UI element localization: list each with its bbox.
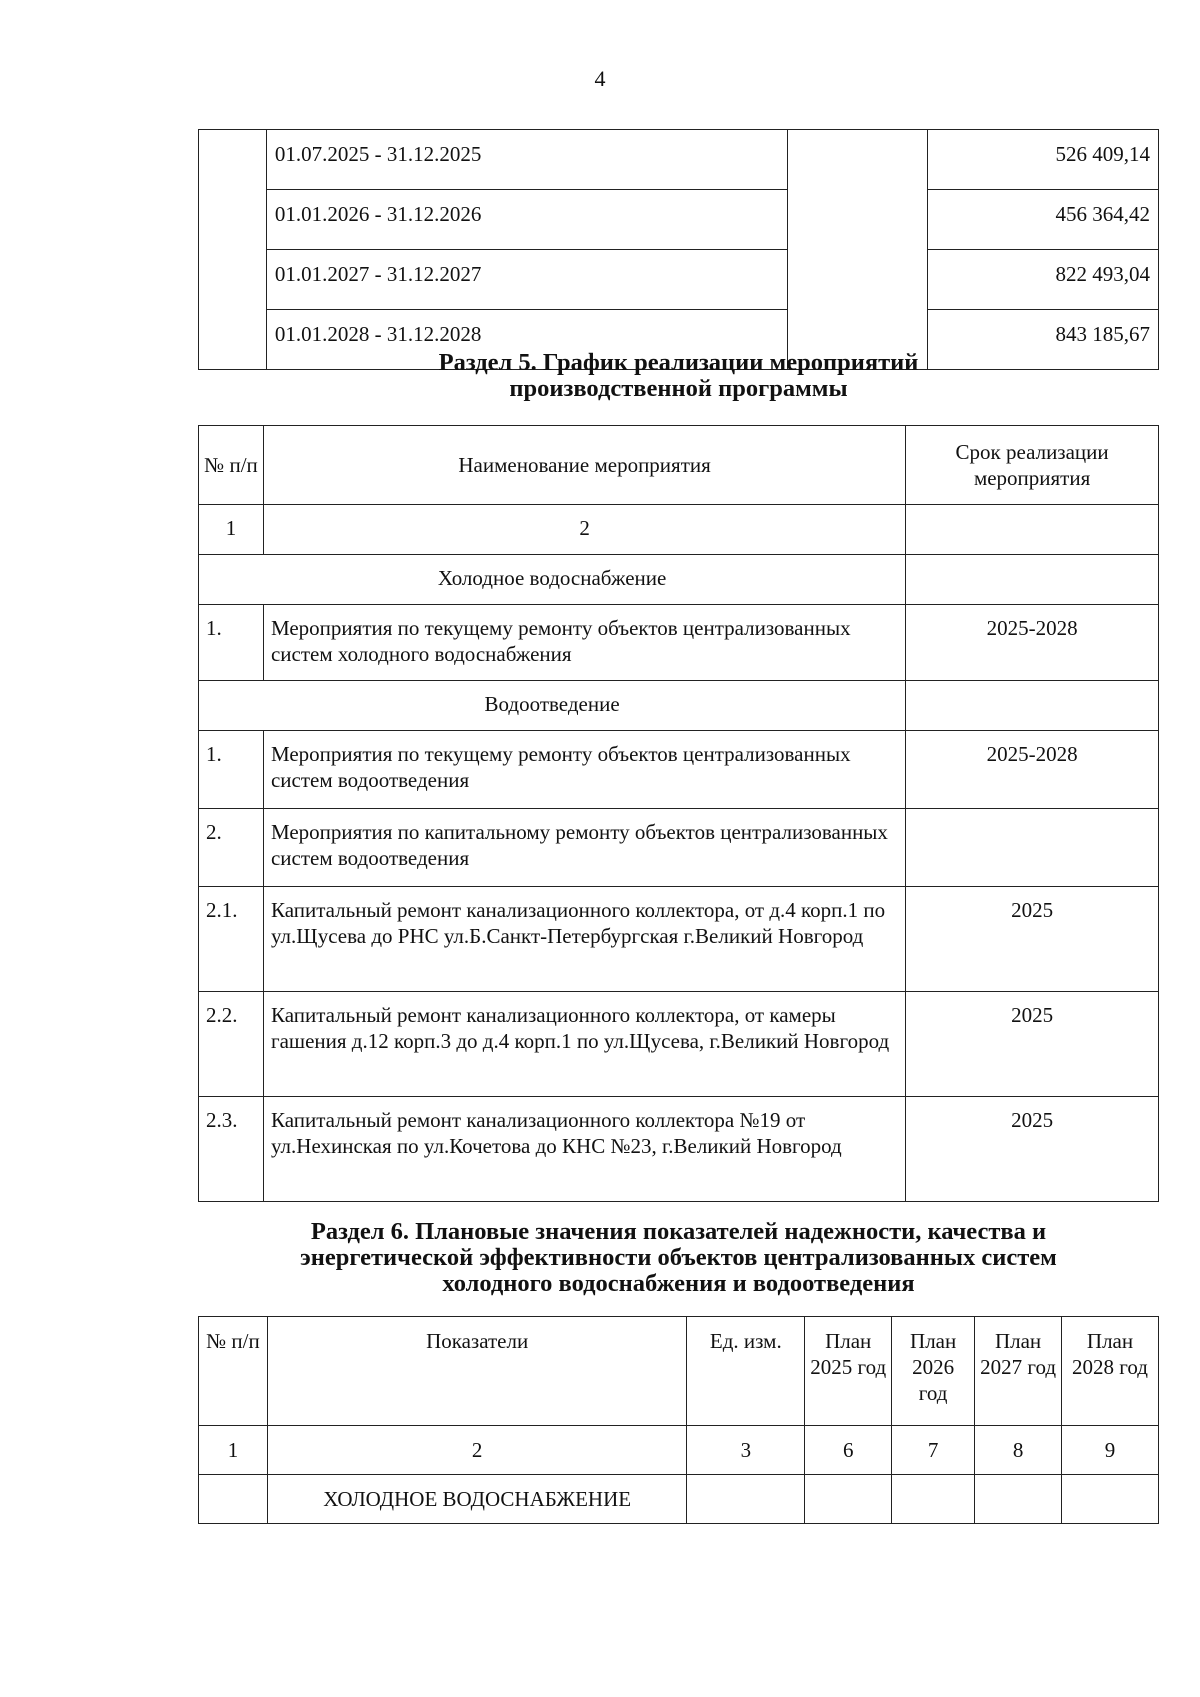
index-cell: 2	[267, 1426, 687, 1475]
empty-cell	[199, 1475, 268, 1524]
index-cell: 8	[975, 1426, 1062, 1475]
page-number: 4	[594, 66, 606, 91]
header-term: Срок реализации мероприятия	[906, 426, 1159, 505]
section6-title	[198, 1219, 1159, 1297]
empty-cell	[906, 681, 1159, 731]
section5-title	[198, 350, 1159, 402]
header-plan-2026: План 2026 год	[892, 1317, 975, 1426]
table-row	[199, 992, 1159, 1097]
index-row	[199, 1426, 1159, 1475]
row-num: 2.	[199, 809, 264, 887]
group-row	[199, 1475, 1159, 1524]
row-name: Капитальный ремонт канализационного коллектора, от камеры гашения д.12 корп.3 до д.4 корп.1 по ул.Щусева, г.Великий Новгород	[263, 992, 905, 1097]
row-term: 2025	[906, 992, 1159, 1097]
table-header-row	[199, 1317, 1159, 1426]
value-cell: 843 185,67	[928, 310, 1159, 370]
row-num: 2.2.	[199, 992, 264, 1097]
header-plan-2027: План 2027 год	[975, 1317, 1062, 1426]
header-plan-2028: План 2028 год	[1062, 1317, 1159, 1426]
group-row	[199, 681, 1159, 731]
indicators-table	[198, 1316, 1159, 1524]
table-row	[199, 731, 1159, 809]
empty-cell	[1062, 1475, 1159, 1524]
empty-cell	[199, 130, 267, 370]
section5-title-line: производственной программы	[509, 375, 848, 402]
index-cell: 1	[199, 505, 264, 555]
index-cell: 1	[199, 1426, 268, 1475]
table-header-row	[199, 426, 1159, 505]
row-name: Капитальный ремонт канализационного коллектора №19 от ул.Нехинская по ул.Кочетова до КНС №23, г.Великий Новгород	[263, 1097, 905, 1202]
row-term: 2025-2028	[906, 605, 1159, 681]
table-row	[199, 605, 1159, 681]
section6-title-line: холодного водоснабжения и водоотведения	[442, 1270, 915, 1297]
row-num: 1.	[199, 731, 264, 809]
period-cell: 01.07.2025 - 31.12.2025	[266, 130, 787, 190]
row-term: 2025	[906, 1097, 1159, 1202]
header-plan-2025: План 2025 год	[805, 1317, 892, 1426]
value-cell: 526 409,14	[928, 130, 1159, 190]
row-term: 2025-2028	[906, 731, 1159, 809]
section6-title-line: Раздел 6. Плановые значения показателей надежности, качества и	[310, 1218, 1047, 1245]
header-num: № п/п	[199, 1317, 268, 1426]
group-label: Водоотведение	[199, 681, 906, 731]
index-row	[199, 505, 1159, 555]
row-num: 2.1.	[199, 887, 264, 992]
schedule-table	[198, 425, 1159, 1202]
empty-cell	[788, 130, 928, 370]
header-num: № п/п	[199, 426, 264, 505]
table-row	[199, 887, 1159, 992]
row-num: 2.3.	[199, 1097, 264, 1202]
section5-title-line: Раздел 5. График реализации мероприятий	[438, 349, 919, 376]
header-name: Наименование мероприятия	[263, 426, 905, 505]
table-row	[199, 130, 1159, 190]
row-term	[906, 809, 1159, 887]
header-unit: Ед. изм.	[687, 1317, 805, 1426]
index-cell: 7	[892, 1426, 975, 1475]
index-cell: 6	[805, 1426, 892, 1475]
group-label: ХОЛОДНОЕ ВОДОСНАБЖЕНИЕ	[267, 1475, 687, 1524]
index-cell: 9	[1062, 1426, 1159, 1475]
group-label: Холодное водоснабжение	[199, 555, 906, 605]
empty-cell	[975, 1475, 1062, 1524]
row-name: Мероприятия по капитальному ремонту объектов централизованных систем водоотведения	[263, 809, 905, 887]
index-cell: 3	[687, 1426, 805, 1475]
period-cell: 01.01.2026 - 31.12.2026	[266, 190, 787, 250]
row-name: Мероприятия по текущему ремонту объектов централизованных систем водоотведения	[263, 731, 905, 809]
period-cell: 01.01.2027 - 31.12.2027	[266, 250, 787, 310]
continuation-table	[198, 129, 1159, 370]
group-row	[199, 555, 1159, 605]
row-name: Мероприятия по текущему ремонту объектов централизованных систем холодного водоснабжения	[263, 605, 905, 681]
row-term: 2025	[906, 887, 1159, 992]
table-row	[199, 1097, 1159, 1202]
row-num: 1.	[199, 605, 264, 681]
empty-cell	[906, 505, 1159, 555]
table-row	[199, 250, 1159, 310]
section6-title-line: энергетической эффективности объектов централизованных систем	[300, 1244, 1057, 1271]
empty-cell	[892, 1475, 975, 1524]
value-cell: 456 364,42	[928, 190, 1159, 250]
row-name: Капитальный ремонт канализационного коллектора, от д.4 корп.1 по ул.Щусева до РНС ул.Б.Санкт-Петербургская г.Великий Новгород	[263, 887, 905, 992]
index-cell: 2	[263, 505, 905, 555]
empty-cell	[805, 1475, 892, 1524]
table-row	[199, 809, 1159, 887]
value-cell: 822 493,04	[928, 250, 1159, 310]
empty-cell	[687, 1475, 805, 1524]
table-row	[199, 190, 1159, 250]
period-cell: 01.01.2028 - 31.12.2028	[266, 310, 787, 370]
header-indicator: Показатели	[267, 1317, 687, 1426]
empty-cell	[906, 555, 1159, 605]
